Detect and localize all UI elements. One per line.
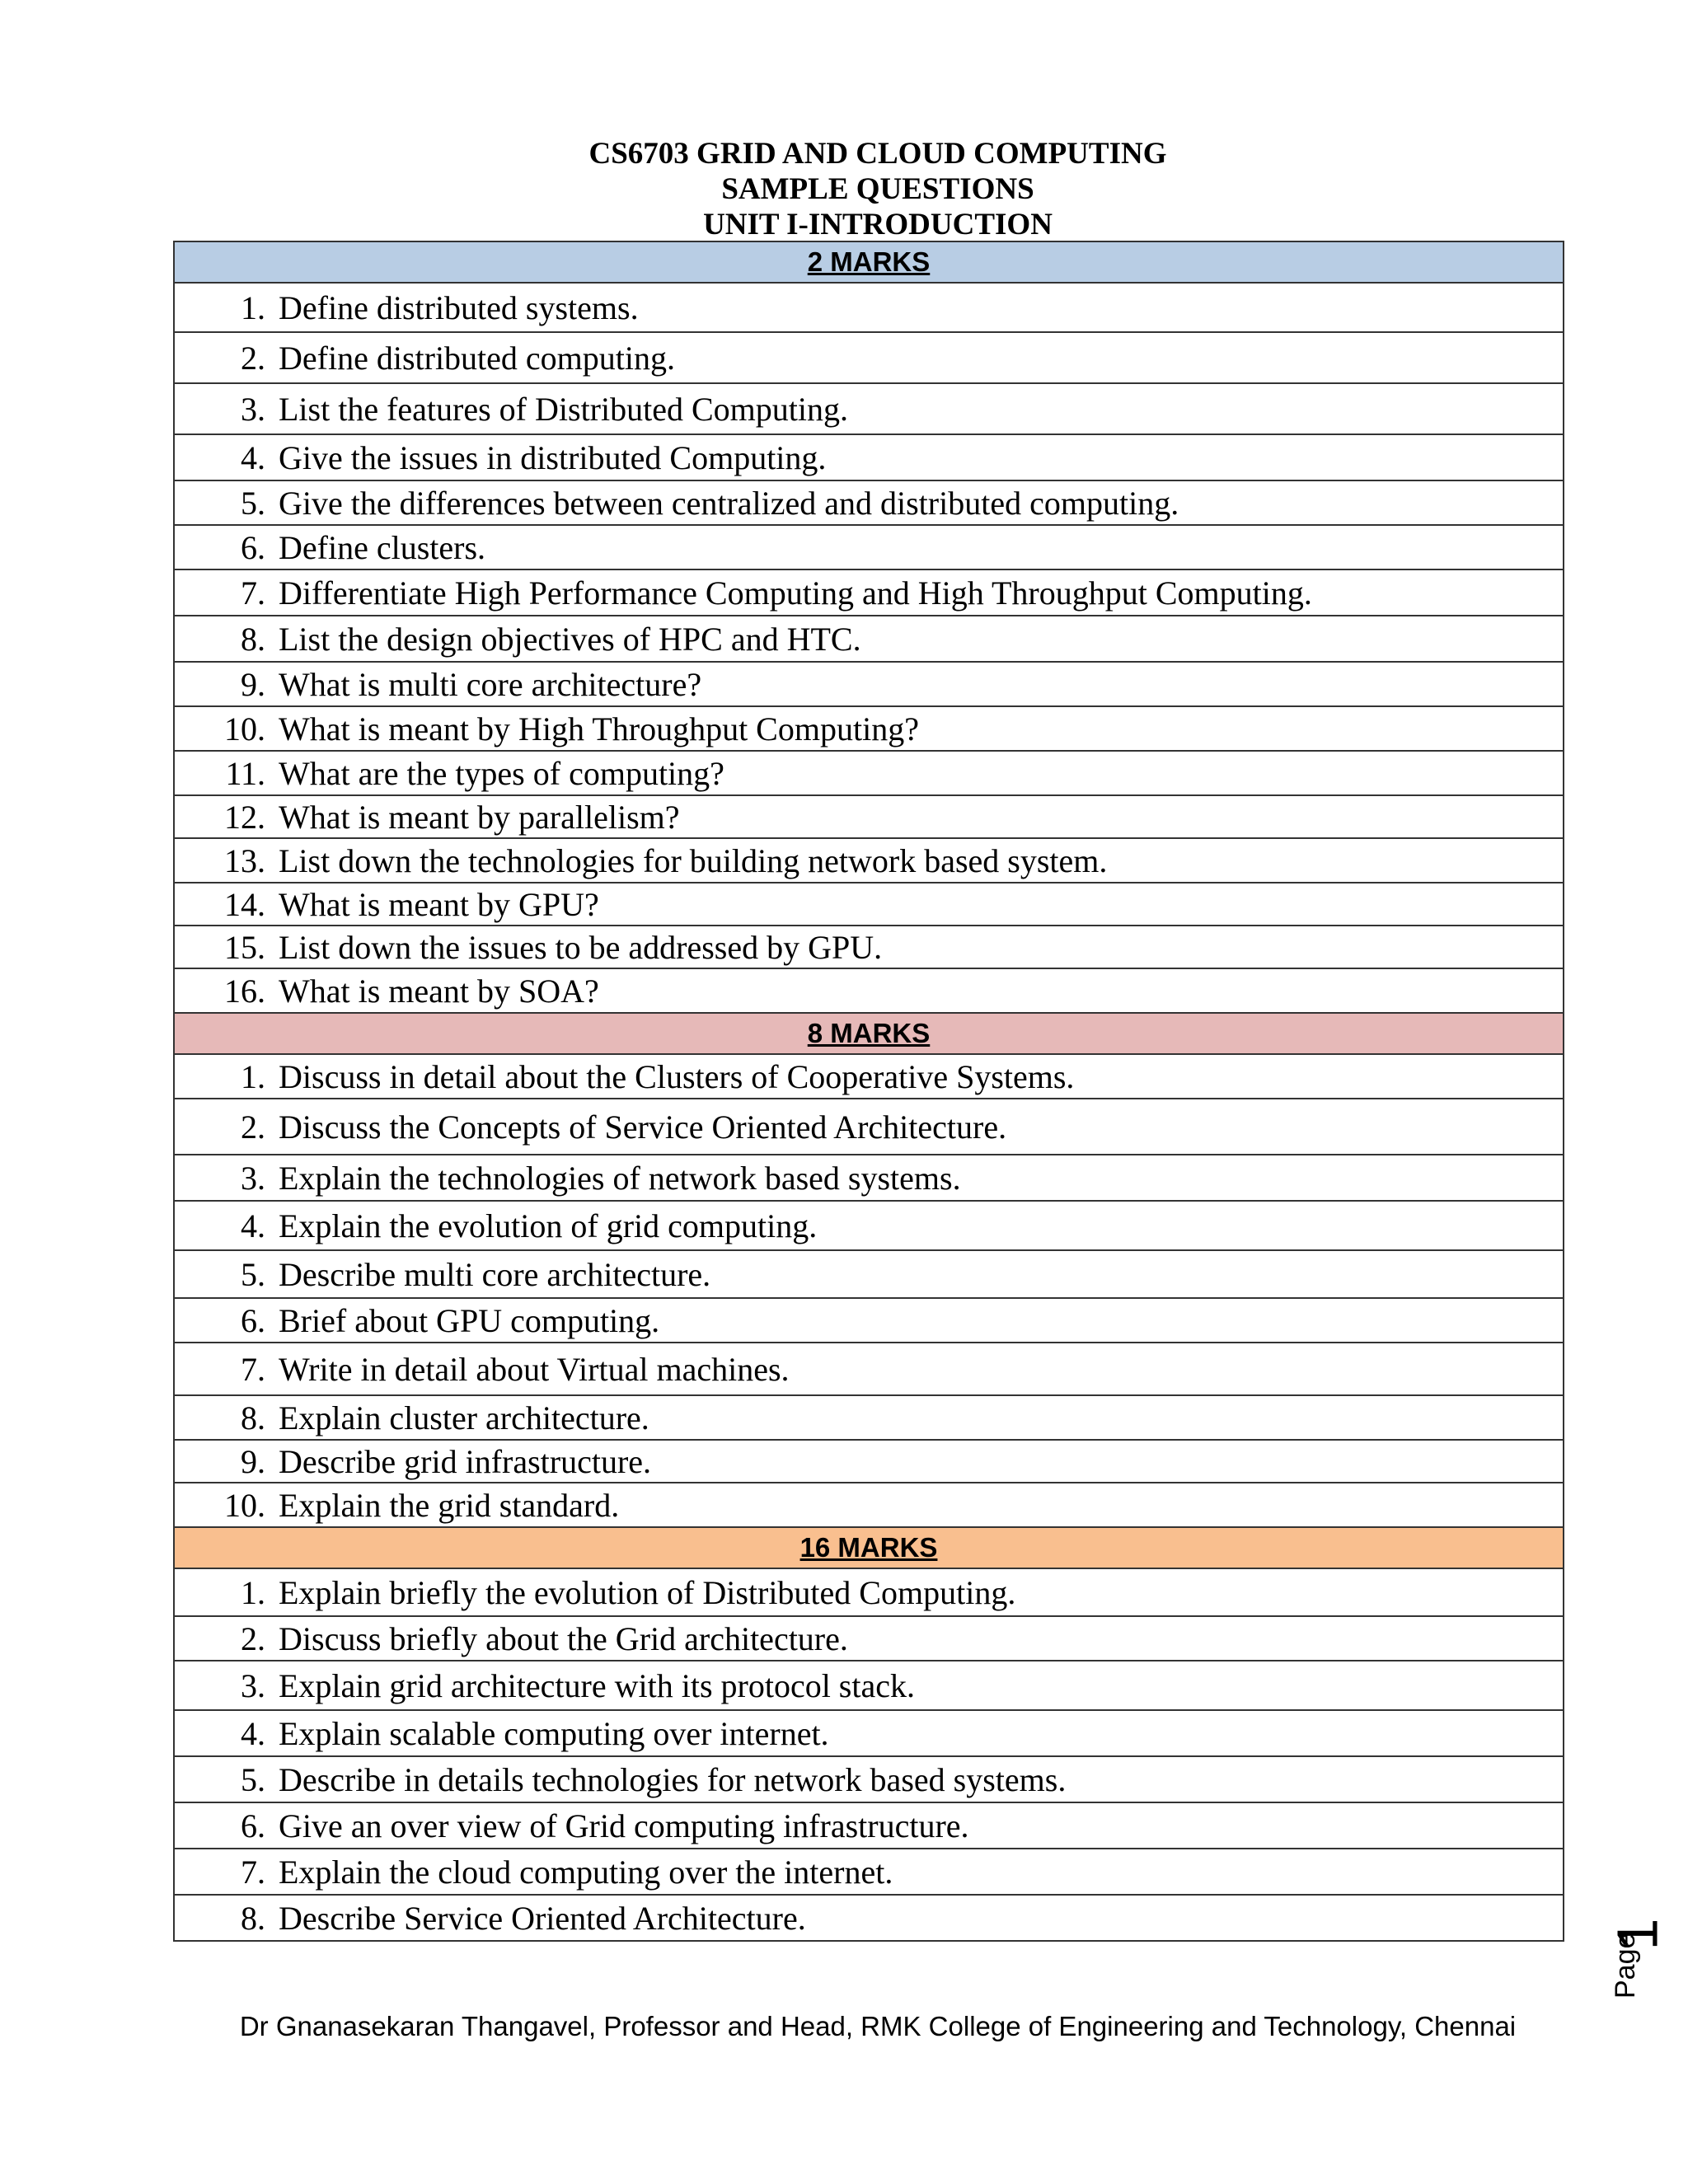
question-row	[174, 1661, 1564, 1710]
question-text: Describe in details technologies for network based systems.	[279, 1760, 1067, 1798]
question-cell	[174, 1201, 1564, 1250]
question-number: 3.	[241, 1666, 265, 1704]
question-row	[174, 332, 1564, 383]
question-cell	[174, 1802, 1564, 1849]
question-text: Discuss briefly about the Grid architecture.	[279, 1619, 848, 1657]
question-row	[174, 1895, 1564, 1941]
question-number: 7.	[241, 574, 265, 612]
question-row	[174, 883, 1564, 926]
question-cell	[174, 525, 1564, 569]
question-row	[174, 434, 1564, 480]
question-text: Explain grid architecture with its protocol stack.	[279, 1666, 915, 1704]
question-row	[174, 751, 1564, 795]
question-cell	[174, 283, 1564, 332]
question-number: 9.	[241, 1442, 265, 1480]
course-title: CS6703 GRID AND CLOUD COMPUTING	[588, 137, 1167, 171]
question-cell	[174, 434, 1564, 480]
section-title: 2 MARKS	[174, 241, 1564, 283]
section-header	[174, 241, 1564, 283]
question-row	[174, 926, 1564, 968]
question-text: Give the differences between centralized and distributed computing.	[279, 484, 1179, 522]
question-row	[174, 1155, 1564, 1201]
question-number: 8.	[241, 1899, 265, 1937]
question-cell	[174, 751, 1564, 795]
question-number: 5.	[241, 1255, 265, 1293]
question-row	[174, 795, 1564, 838]
question-row	[174, 1343, 1564, 1395]
question-cell	[174, 332, 1564, 383]
question-row	[174, 1756, 1564, 1802]
question-cell	[174, 883, 1564, 926]
question-number: 2.	[241, 339, 265, 377]
question-cell	[174, 1483, 1564, 1527]
question-cell	[174, 1395, 1564, 1440]
question-number: 11.	[225, 754, 265, 792]
question-number: 15.	[224, 928, 265, 966]
question-text: Write in detail about Virtual machines.	[279, 1350, 790, 1388]
question-cell	[174, 1298, 1564, 1343]
question-cell	[174, 706, 1564, 751]
question-number: 6.	[241, 1301, 265, 1339]
question-cell	[174, 480, 1564, 525]
question-row	[174, 569, 1564, 616]
question-text: Give the issues in distributed Computing.	[279, 438, 827, 476]
question-number: 16.	[224, 972, 265, 1010]
questions-table	[173, 241, 1564, 1942]
question-text: List down the technologies for building network based system.	[279, 841, 1108, 879]
question-number: 13.	[224, 841, 265, 879]
question-cell	[174, 926, 1564, 968]
question-text: Define distributed computing.	[279, 339, 676, 377]
page-number: 1	[1605, 1918, 1670, 1951]
question-cell	[174, 1895, 1564, 1941]
question-text: Explain briefly the evolution of Distributed Computing.	[279, 1573, 1016, 1611]
question-cell	[174, 1710, 1564, 1756]
question-number: 3.	[241, 1159, 265, 1197]
question-text: Describe Service Oriented Architecture.	[279, 1899, 806, 1937]
question-row	[174, 1054, 1564, 1099]
question-row	[174, 616, 1564, 662]
footer-author: Dr Gnanasekaran Thangavel, Professor and Head, RMK College of Engineering and Technology, Chennai	[239, 2011, 1517, 2041]
question-text: Explain the evolution of grid computing.	[279, 1207, 818, 1244]
question-cell	[174, 1054, 1564, 1099]
question-text: Explain cluster architecture.	[279, 1399, 649, 1436]
question-cell	[174, 1343, 1564, 1395]
question-cell	[174, 1155, 1564, 1201]
question-cell	[174, 1616, 1564, 1661]
question-number: 3.	[241, 390, 265, 428]
question-row	[174, 706, 1564, 751]
question-number: 4.	[241, 438, 265, 476]
question-row	[174, 1201, 1564, 1250]
question-number: 10.	[224, 710, 265, 748]
question-row	[174, 480, 1564, 525]
question-row	[174, 662, 1564, 706]
question-row	[174, 1483, 1564, 1527]
question-text: Describe grid infrastructure.	[279, 1442, 652, 1480]
question-row	[174, 1440, 1564, 1483]
unit-title: UNIT I-INTRODUCTION	[703, 208, 1053, 241]
question-cell	[174, 1849, 1564, 1895]
question-text: What is meant by High Throughput Computing?	[279, 710, 919, 748]
question-number: 1.	[241, 288, 265, 326]
question-number: 9.	[241, 665, 265, 703]
question-text: List the features of Distributed Computing.	[279, 390, 848, 428]
question-cell	[174, 838, 1564, 883]
question-row	[174, 1616, 1564, 1661]
question-cell	[174, 1440, 1564, 1483]
question-text: Explain the cloud computing over the internet.	[279, 1853, 893, 1891]
question-number: 6.	[241, 1807, 265, 1844]
question-row	[174, 1710, 1564, 1756]
question-number: 10.	[224, 1486, 265, 1524]
question-text: List down the issues to be addressed by GPU.	[279, 928, 883, 966]
question-row	[174, 1298, 1564, 1343]
question-row	[174, 1250, 1564, 1298]
question-number: 1.	[241, 1573, 265, 1611]
question-number: 8.	[241, 620, 265, 658]
question-cell	[174, 616, 1564, 662]
question-cell	[174, 1661, 1564, 1710]
question-text: Differentiate High Performance Computing and High Throughput Computing.	[279, 574, 1312, 612]
question-row	[174, 968, 1564, 1013]
question-cell	[174, 1756, 1564, 1802]
question-cell	[174, 1099, 1564, 1155]
question-row	[174, 1568, 1564, 1616]
question-text: Define clusters.	[279, 528, 486, 566]
question-cell	[174, 795, 1564, 838]
question-text: List the design objectives of HPC and HTC.	[279, 620, 861, 658]
question-number: 12.	[224, 798, 265, 836]
doc-subtitle: SAMPLE QUESTIONS	[721, 172, 1034, 206]
question-text: Give an over view of Grid computing infrastructure.	[279, 1807, 969, 1844]
question-cell	[174, 662, 1564, 706]
question-number: 2.	[241, 1108, 265, 1146]
question-text: Explain scalable computing over internet.	[279, 1714, 829, 1752]
question-cell	[174, 569, 1564, 616]
question-cell	[174, 383, 1564, 434]
question-number: 6.	[241, 528, 265, 566]
question-text: Define distributed systems.	[279, 288, 639, 326]
question-row	[174, 383, 1564, 434]
question-cell	[174, 968, 1564, 1013]
question-number: 4.	[241, 1714, 265, 1752]
question-text: What are the types of computing?	[279, 754, 724, 792]
question-text: Explain the grid standard.	[279, 1486, 620, 1524]
question-row	[174, 525, 1564, 569]
page-label: Page	[1610, 1933, 1641, 1999]
section-header	[174, 1527, 1564, 1568]
question-text: What is meant by GPU?	[279, 885, 599, 923]
question-number: 1.	[241, 1057, 265, 1095]
question-cell	[174, 1250, 1564, 1298]
question-number: 7.	[241, 1350, 265, 1388]
question-number: 4.	[241, 1207, 265, 1244]
section-title: 16 MARKS	[174, 1527, 1564, 1568]
question-number: 5.	[241, 484, 265, 522]
question-number: 5.	[241, 1760, 265, 1798]
question-row	[174, 838, 1564, 883]
question-text: What is multi core architecture?	[279, 665, 702, 703]
document-header	[0, 136, 1688, 242]
question-row	[174, 1849, 1564, 1895]
question-number: 14.	[224, 885, 265, 923]
question-text: What is meant by parallelism?	[279, 798, 680, 836]
question-row	[174, 1802, 1564, 1849]
question-row	[174, 1099, 1564, 1155]
question-text: Describe multi core architecture.	[279, 1255, 711, 1293]
question-text: Brief about GPU computing.	[279, 1301, 660, 1339]
question-text: Discuss in detail about the Clusters of Cooperative Systems.	[279, 1057, 1075, 1095]
question-text: Discuss the Concepts of Service Oriented Architecture.	[279, 1108, 1007, 1146]
question-number: 8.	[241, 1399, 265, 1436]
question-number: 7.	[241, 1853, 265, 1891]
question-cell	[174, 1568, 1564, 1616]
page-number-box	[1595, 1908, 1670, 2007]
question-row	[174, 1395, 1564, 1440]
question-text: Explain the technologies of network based systems.	[279, 1159, 961, 1197]
section-header	[174, 1013, 1564, 1054]
question-number: 2.	[241, 1619, 265, 1657]
section-title: 8 MARKS	[174, 1013, 1564, 1054]
question-row	[174, 283, 1564, 332]
question-text: What is meant by SOA?	[279, 972, 599, 1010]
